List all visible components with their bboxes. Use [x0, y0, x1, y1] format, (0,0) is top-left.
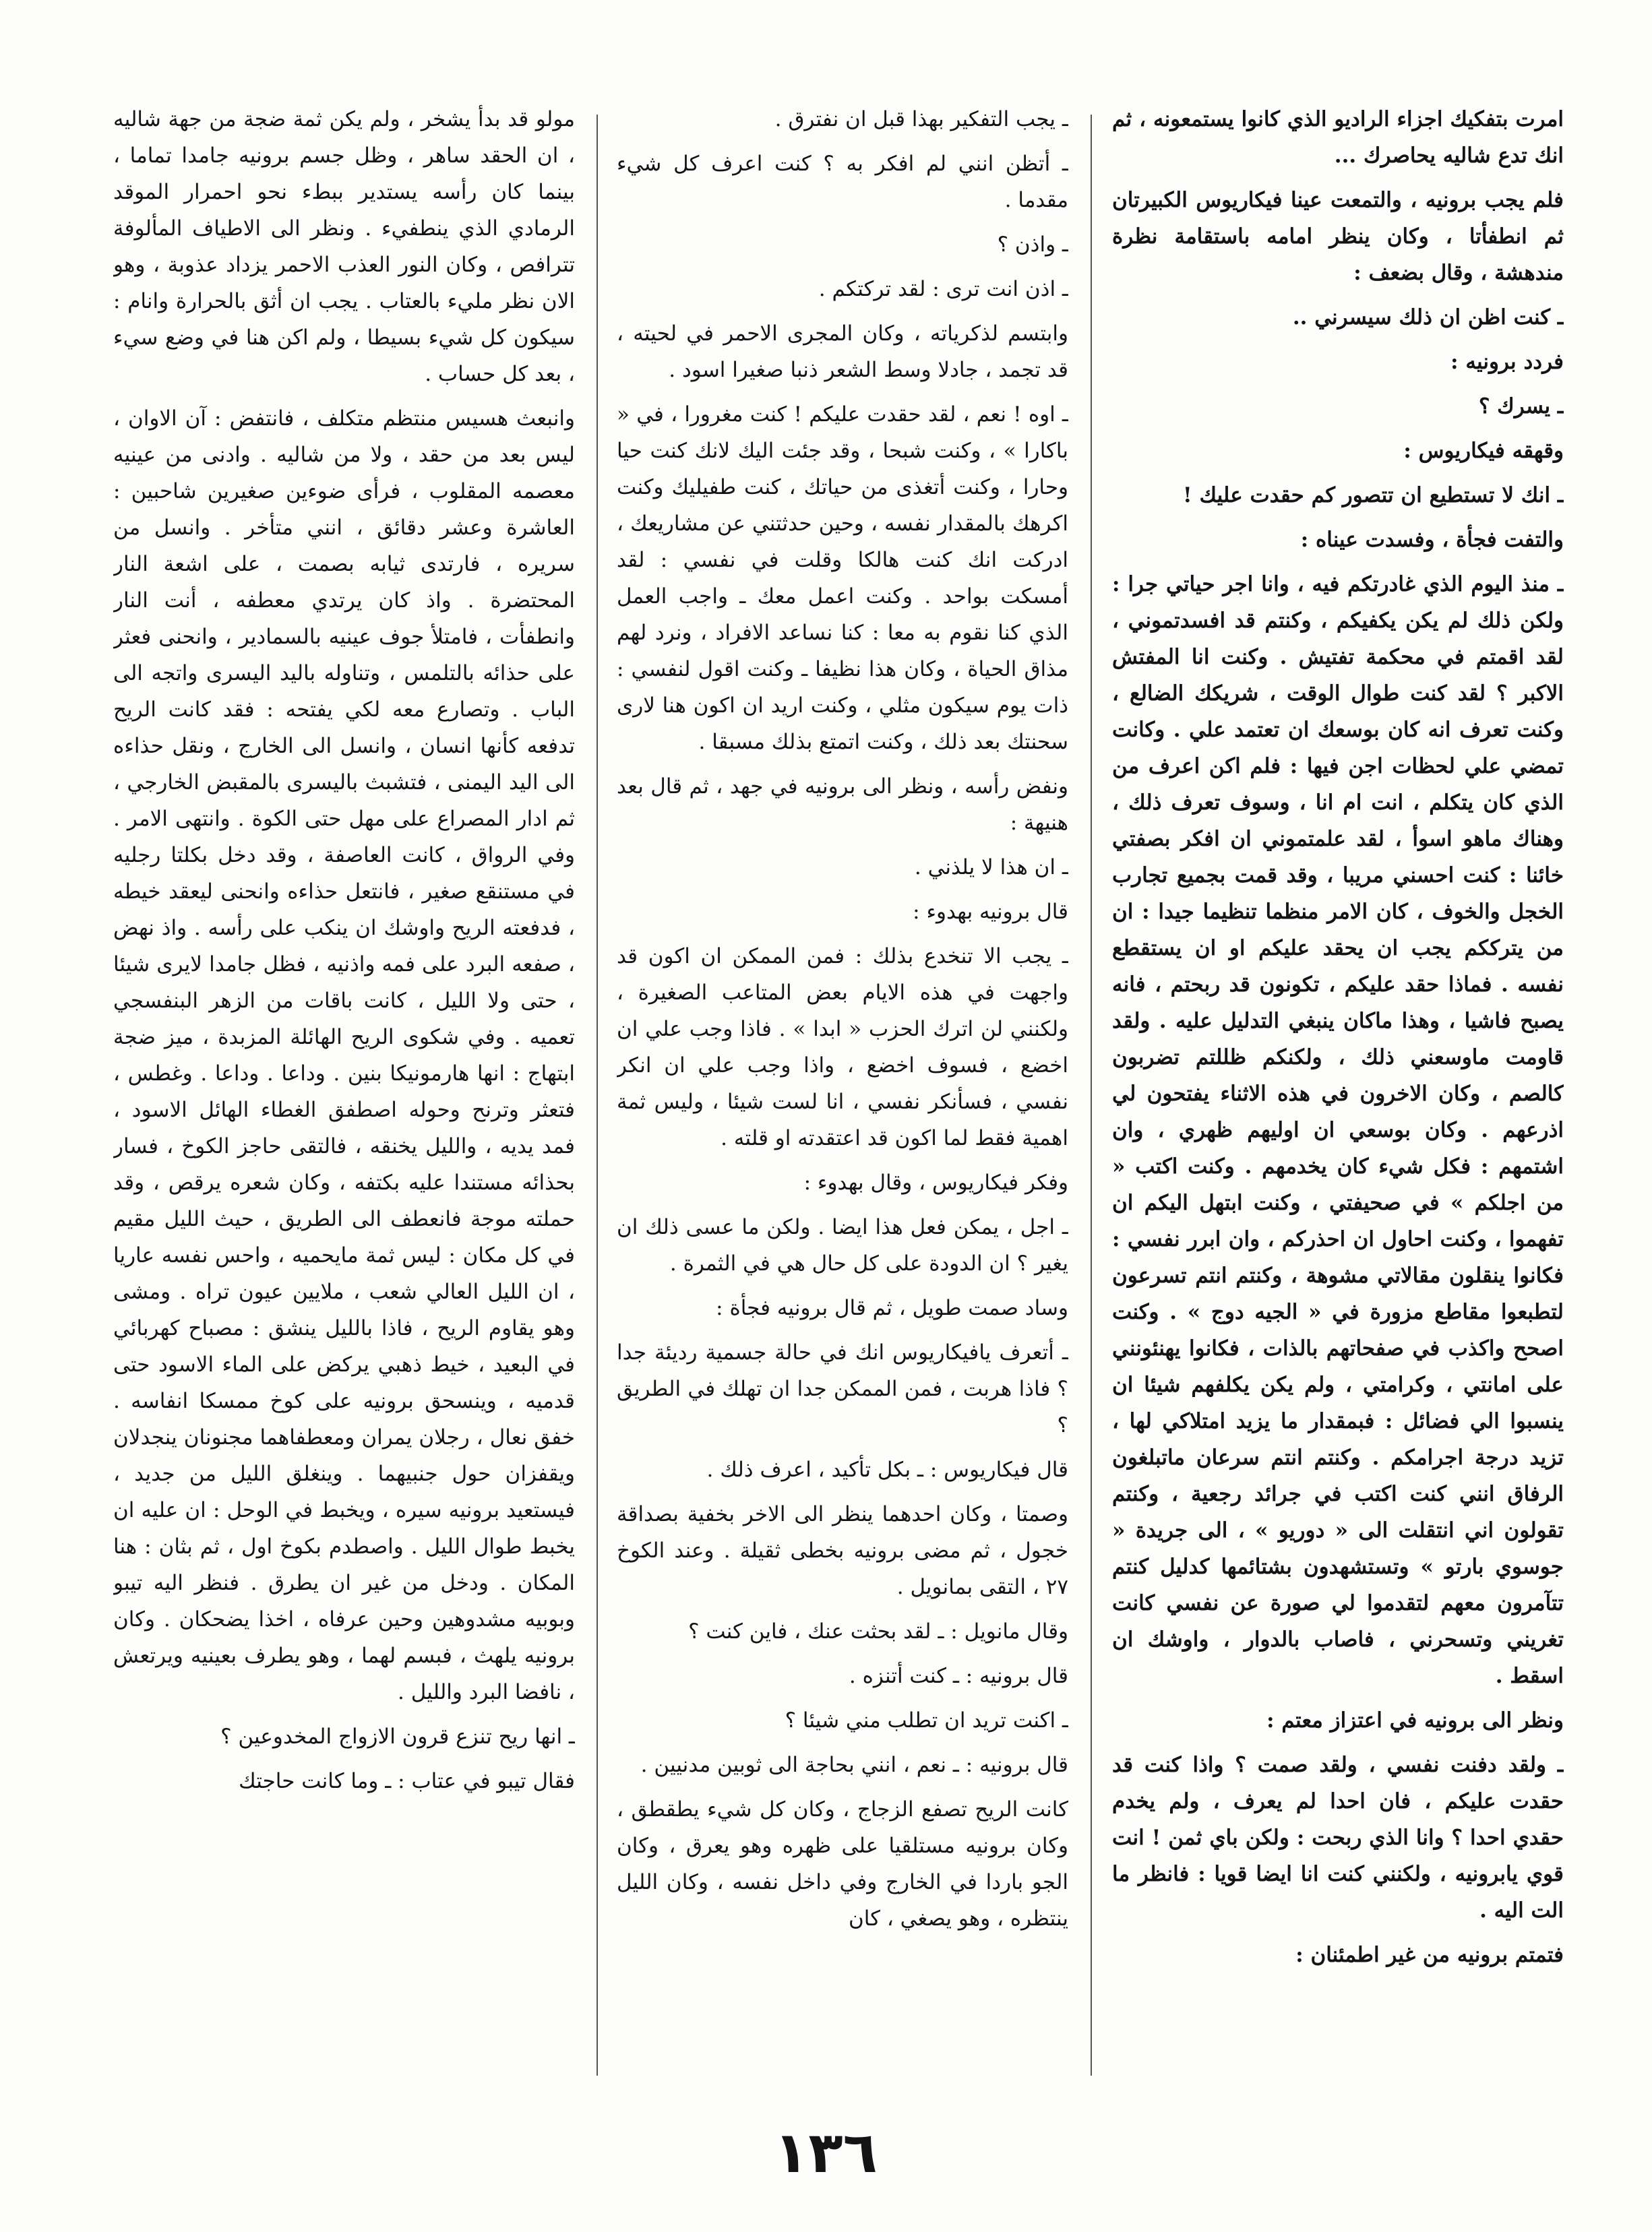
paragraph: امرت بتفكيك اجزاء الراديو الذي كانوا يستمعونه ، ثم انك تدع شاليه يحاصرك ...: [1112, 107, 1564, 168]
paragraph: ـ ولقد دفنت نفسي ، ولقد صمت ؟ واذا كنت قد حقدت عليكم ، فان احدا لم يعرف ، ولم يخدم حقدي احدا ؟ وانا الذي ربحت : ولكن باي ثمن ! انت قوي يابرونيه ، ولكنني كنت انا ايضا قويا : فانظر ما الت اليه .: [1112, 1753, 1564, 1923]
paragraph: ـ اوه ! نعم ، لقد حقدت عليكم ! كنت مغرورا ، في « باكارا » ، وكنت شبحا ، وقد جئت اليك لانك كنت حيا وحارا ، وكنت أتغذى من حياتك ، كنت طفيليك وكنت اكرهك بالمقدار نفسه ، وحين حدثتني عن مشاريعك ، ادركت انك كنت هالكا وقلت في نفسي : لقد أمسكت بواحد . وكنت اعمل معك ـ واجب العمل الذي كنا نقوم به معا : كنا نساعد الافراد ، ونرد لهم مذاق الحياة ، وكان هذا نظيفا ـ وكنت اقول لنفسي : ذات يوم سيكون مثلي ، وكنت اريد ان اكون هنا لارى سحنتك بعد ذلك ، وكنت اتمتع بذلك مسبقا .: [617, 402, 1068, 754]
paragraph: ونظر الى برونيه في اعتزاز معتم :: [1266, 1708, 1564, 1733]
paragraph: وساد صمت طويل ، ثم قال برونيه فجأة :: [716, 1296, 1068, 1320]
paragraph: ـ كنت اظن ان ذلك سيسرني ..: [1292, 305, 1564, 330]
paragraph: فلم يجب برونيه ، والتمعت عينا فيكاريوس الكبيرتان ثم انطفأتا ، وكان ينظر امامه باستقامة نظرة مندهشة ، وقال بضعف :: [1112, 188, 1564, 285]
paragraph: قال برونيه : ـ نعم ، انني بحاجة الى ثوبين مدنيين .: [640, 1753, 1068, 1777]
paragraph: ـ أتظن انني لم افكر به ؟ كنت اعرف كل شيء مقدما .: [617, 152, 1068, 212]
paragraph: فقال تيبو في عتاب : ـ وما كانت حاجتك: [239, 1769, 575, 1793]
paragraph: وفكر فيكاريوس ، وقال بهدوء :: [803, 1171, 1068, 1195]
paragraph: ونفض رأسه ، ونظر الى برونيه في جهد ، ثم قال بعد هنيهة :: [617, 774, 1068, 835]
paragraph: ـ يسرك ؟: [1478, 394, 1564, 418]
paragraph: ـ أتعرف يافيكاريوس انك في حالة جسمية رديئة جدا ؟ فاذا هربت ، فمن الممكن جدا ان تهلك في الطريق ؟: [617, 1340, 1068, 1437]
paragraph: قال برونيه بهدوء :: [913, 900, 1068, 924]
paragraph: والتفت فجأة ، وفسدت عيناه :: [1300, 528, 1564, 552]
paragraph: ـ اجل ، يمكن فعل هذا ايضا . ولكن ما عسى ذلك ان يغير ؟ ان الدودة على كل حال هي في الثمرة .: [617, 1215, 1068, 1276]
paragraph: ـ انها ريح تنزع قرون الازواج المخدوعين ؟: [220, 1725, 575, 1749]
paragraph: ـ انك لا تستطيع ان تتصور كم حقدت عليك !: [1183, 483, 1564, 507]
text-column-right: [1112, 101, 1564, 2096]
paragraph: قال فيكاريوس : ـ بكل تأكيد ، اعرف ذلك .: [706, 1458, 1068, 1482]
column-divider: [1091, 115, 1092, 2076]
paragraph: وقهقه فيكاريوس :: [1403, 439, 1564, 463]
page-number: ١٣٦: [774, 2119, 878, 2186]
column-divider: [596, 115, 598, 2076]
paragraph: ـ واذن ؟: [997, 232, 1068, 257]
text-column-left: [113, 101, 575, 2096]
paragraph: وقال مانويل : ـ لقد بحثت عنك ، فاين كنت ؟: [688, 1619, 1068, 1644]
paragraph: وابتسم لذكرياته ، وكان المجرى الاحمر في لحيته ، قد تجمد ، جادلا وسط الشعر ذنبا صغيرا اسود .: [617, 321, 1068, 382]
paragraph: فردد برونيه :: [1450, 350, 1564, 374]
paragraph: وصمتا ، وكان احدهما ينظر الى الاخر بخفية بصداقة خجول ، ثم مضى برونيه بخطى ثقيلة . وعند الكوخ ٢٧ ، التقى بمانويل .: [617, 1502, 1068, 1599]
paragraph: ـ منذ اليوم الذي غادرتكم فيه ، وانا اجر حياتي جرا : ولكن ذلك لم يكن يكفيكم ، وكنتم قد افسدتموني ، لقد اقمتم في محكمة تفتيش . وكنت انا المفتش الاكبر ؟ لقد كنت طوال الوقت ، شريكك الضالع ، وكنت تعرف انه كان بوسعك ان تعتمد علي . وكانت تمضي علي لحظات اجن فيها : فلم اكن اعرف من الذي كان يتكلم ، انت ام انا ، وسوف تعرف ذلك ، وهناك ماهو اسوأ ، لقد علمتموني ان افكر بصفتي خائنا : كنت احسني مريبا ، وقد قمت بجميع تجارب الخجل والخوف ، كان الامر منظما تنظيما جيدا : ان من يترككم يجب ان يحقد عليكم او ان يستقطع نفسه . فماذا حقد عليكم ، تكونون قد ربحتم ، فانه يصبح فاشيا ، وهذا ماكان ينبغي التدليل عليه . ولقد قاومت ماوسعني ذلك ، ولكنكم ظللتم تضربون كالصم ، وكان الاخرون في هذه الاثناء يفتحون لي اذرعهم . وكان بوسعي ان اوليهم ظهري ، وان اشتمهم : فكل شيء كان يخدمهم . وكنت اكتب « من اجلكم » في صحيفتي ، وكنت ابتهل اليكم ان تفهموا ، وكنت احاول ان احذركم ، وان ابرر نفسي : فكانوا ينقلون مقالاتي مشوهة ، وكنتم انتم تسرعون لتطبعوا مقاطع مزورة في « الجيه دوج » . وكنت اصحح واكذب في صفحاتهم بالذات ، فكانوا يهنئونني على امانتي ، وكرامتي ، ولم يكن يكلفهم شيئا ان ينسبوا الي فضائل : فبمقدار ما يزيد امتلاكي لها ، تزيد درجة اجرامكم . وكنتم انتم سرعان ماتبلغون الرفاق انني كنت اكتب في جرائد رجعية ، وكنتم تقولون اني انتقلت الى « دوريو » ، الى جريدة « جوسوي بارتو » وتستشهدون بشتائمها كدليل كنتم تتآمرون معهم لتقدموا لي صورة عن نفسي كانت تغريني وتسحرني ، فاصاب بالدوار ، واوشك ان اسقط .: [1112, 572, 1564, 1688]
paragraph: مولو قد بدأ يشخر ، ولم يكن ثمة ضجة من جهة شاليه ، ان الحقد ساهر ، وظل جسم برونيه جامدا تماما ، بينما كان رأسه يستدير ببطء نحو احمرار الموقد الرمادي الذي ينطفيء . ونظر الى الاطياف المألوفة تترافص ، وكان النور العذب الاحمر يزداد عذوبة ، وهو الان نظر مليء بالعتاب . يجب ان أثق بالحرارة وانام : سيكون كل شيء بسيطا ، ولم اكن هنا في وضع سيء ، بعد كل حساب .: [113, 107, 575, 386]
paragraph: كانت الريح تصفع الزجاج ، وكان كل شيء يطقطق ، وكان برونيه مستلقيا على ظهره وهو يعرق ، وكان الجو باردا في الخارج وفي داخل نفسه ، وكان الليل ينتظره ، وهو يصغي ، كان: [617, 1797, 1068, 1931]
paragraph: فتمتم برونيه من غير اطمئنان :: [1295, 1943, 1564, 1967]
paragraph: ـ اذن انت ترى : لقد تركتكم .: [818, 277, 1068, 301]
paragraph: وانبعث هسيس منتظم متكلف ، فانتفض : آن الاوان ، ليس بعد من حقد ، ولا من شاليه . وادنى من عينيه معصمه المقلوب ، فرأى ضوءين صغيرين شاحبين : العاشرة وعشر دقائق ، انني متأخر . وانسل من سريره ، فارتدى ثيابه بصمت ، على اشعة النار المحتضرة . واذ كان يرتدي معطفه ، أنت النار وانطفأت ، فامتلأ جوف عينيه بالسمادير ، وانحنى فعثر على حذائه بالتلمس ، وتناوله باليد اليسرى واتجه الى الباب . وتصارع معه لكي يفتحه : فقد كانت الريح تدفعه كأنها انسان ، وانسل الى الخارج ، ونقل حذاءه الى اليد اليمنى ، فتشبث باليسرى بالمقبض الخارجي ، ثم ادار المصراع على مهل حتى الكوة . وانتهى الامر . وفي الرواق ، كانت العاصفة ، وقد دخل بكلتا رجليه في مستنقع صغير ، فانتعل حذاءه وانحنى ليعقد خيطه ، فدفعته الريح واوشك ان ينكب على رأسه . واذ نهض ، صفعه البرد على فمه واذنيه ، فظل جامدا لايرى شيئا ، حتى ولا الليل ، كانت باقات من الزهر البنفسجي تعميه . وفي شكوى الريح الهائلة المزبدة ، ميز ضجة ابتهاج : انها هارمونيكا بنين . وداعا . وداعا . وغطس ، فتعثر وترنح وحوله اصطفق الغطاء الهائل الاسود ، فمد يديه ، والليل يخنقه ، فالتقى حاجز الكوخ ، فسار بحذائه مستندا عليه بكتفه ، وكان شعره يرقص ، وقد حملته موجة فانعطف الى الطريق ، حيث الليل مقيم في كل مكان : ليس ثمة مايحميه ، واحس نفسه عاريا ، ان الليل العالي شعب ، ملايين عيون تراه . ومشى وهو يقاوم الريح ، فاذا بالليل ينشق : مصباح كهربائي في البعيد ، خيط ذهبي يركض على الماء الاسود حتى قدميه ، وينسحق برونيه على كوخ ممسكا انفاسه . خفق نعال ، رجلان يمران ومعطفاهما مجنونان ينجدلان ويقفزان حول جنبيهما . وينغلق الليل من جديد ، فيستعيد برونيه سيره ، ويخبط في الوحل : ان عليه ان يخبط طوال الليل . واصطدم بكوخ اول ، ثم بثان : هنا المكان . ودخل من غير ان يطرق . فنظر اليه تيبو وبوبيه مشدوهين وحين عرفاه ، اخذا يضحكان . وكان برونيه يلهث ، فبسم لهما ، وهو يطرف بعينيه ويرتعش ، نافضا البرد والليل .: [113, 406, 575, 1704]
paragraph: ـ يجب التفكير بهذا قبل ان نفترق .: [774, 107, 1068, 131]
paragraph: ـ اكنت تريد ان تطلب مني شيئا ؟: [785, 1708, 1068, 1733]
paragraph: ـ يجب الا تنخدع بذلك : فمن الممكن ان اكون قد واجهت في هذه الايام بعض المتاعب الصغيرة ، ولكنني لن اترك الحزب « ابدا » . فاذا وجب علي ان اخضع ، فسوف اخضع ، واذا وجب علي ان انكر نفسي ، فسأنكر نفسي ، انا لست شيئا ، وليس ثمة اهمية فقط لما اكون قد اعتقدته او قلته .: [617, 944, 1068, 1150]
paragraph: ـ ان هذا لا يلذني .: [914, 855, 1068, 879]
paragraph: قال برونيه : ـ كنت أتنزه .: [849, 1664, 1068, 1688]
text-column-middle: [617, 101, 1068, 2096]
